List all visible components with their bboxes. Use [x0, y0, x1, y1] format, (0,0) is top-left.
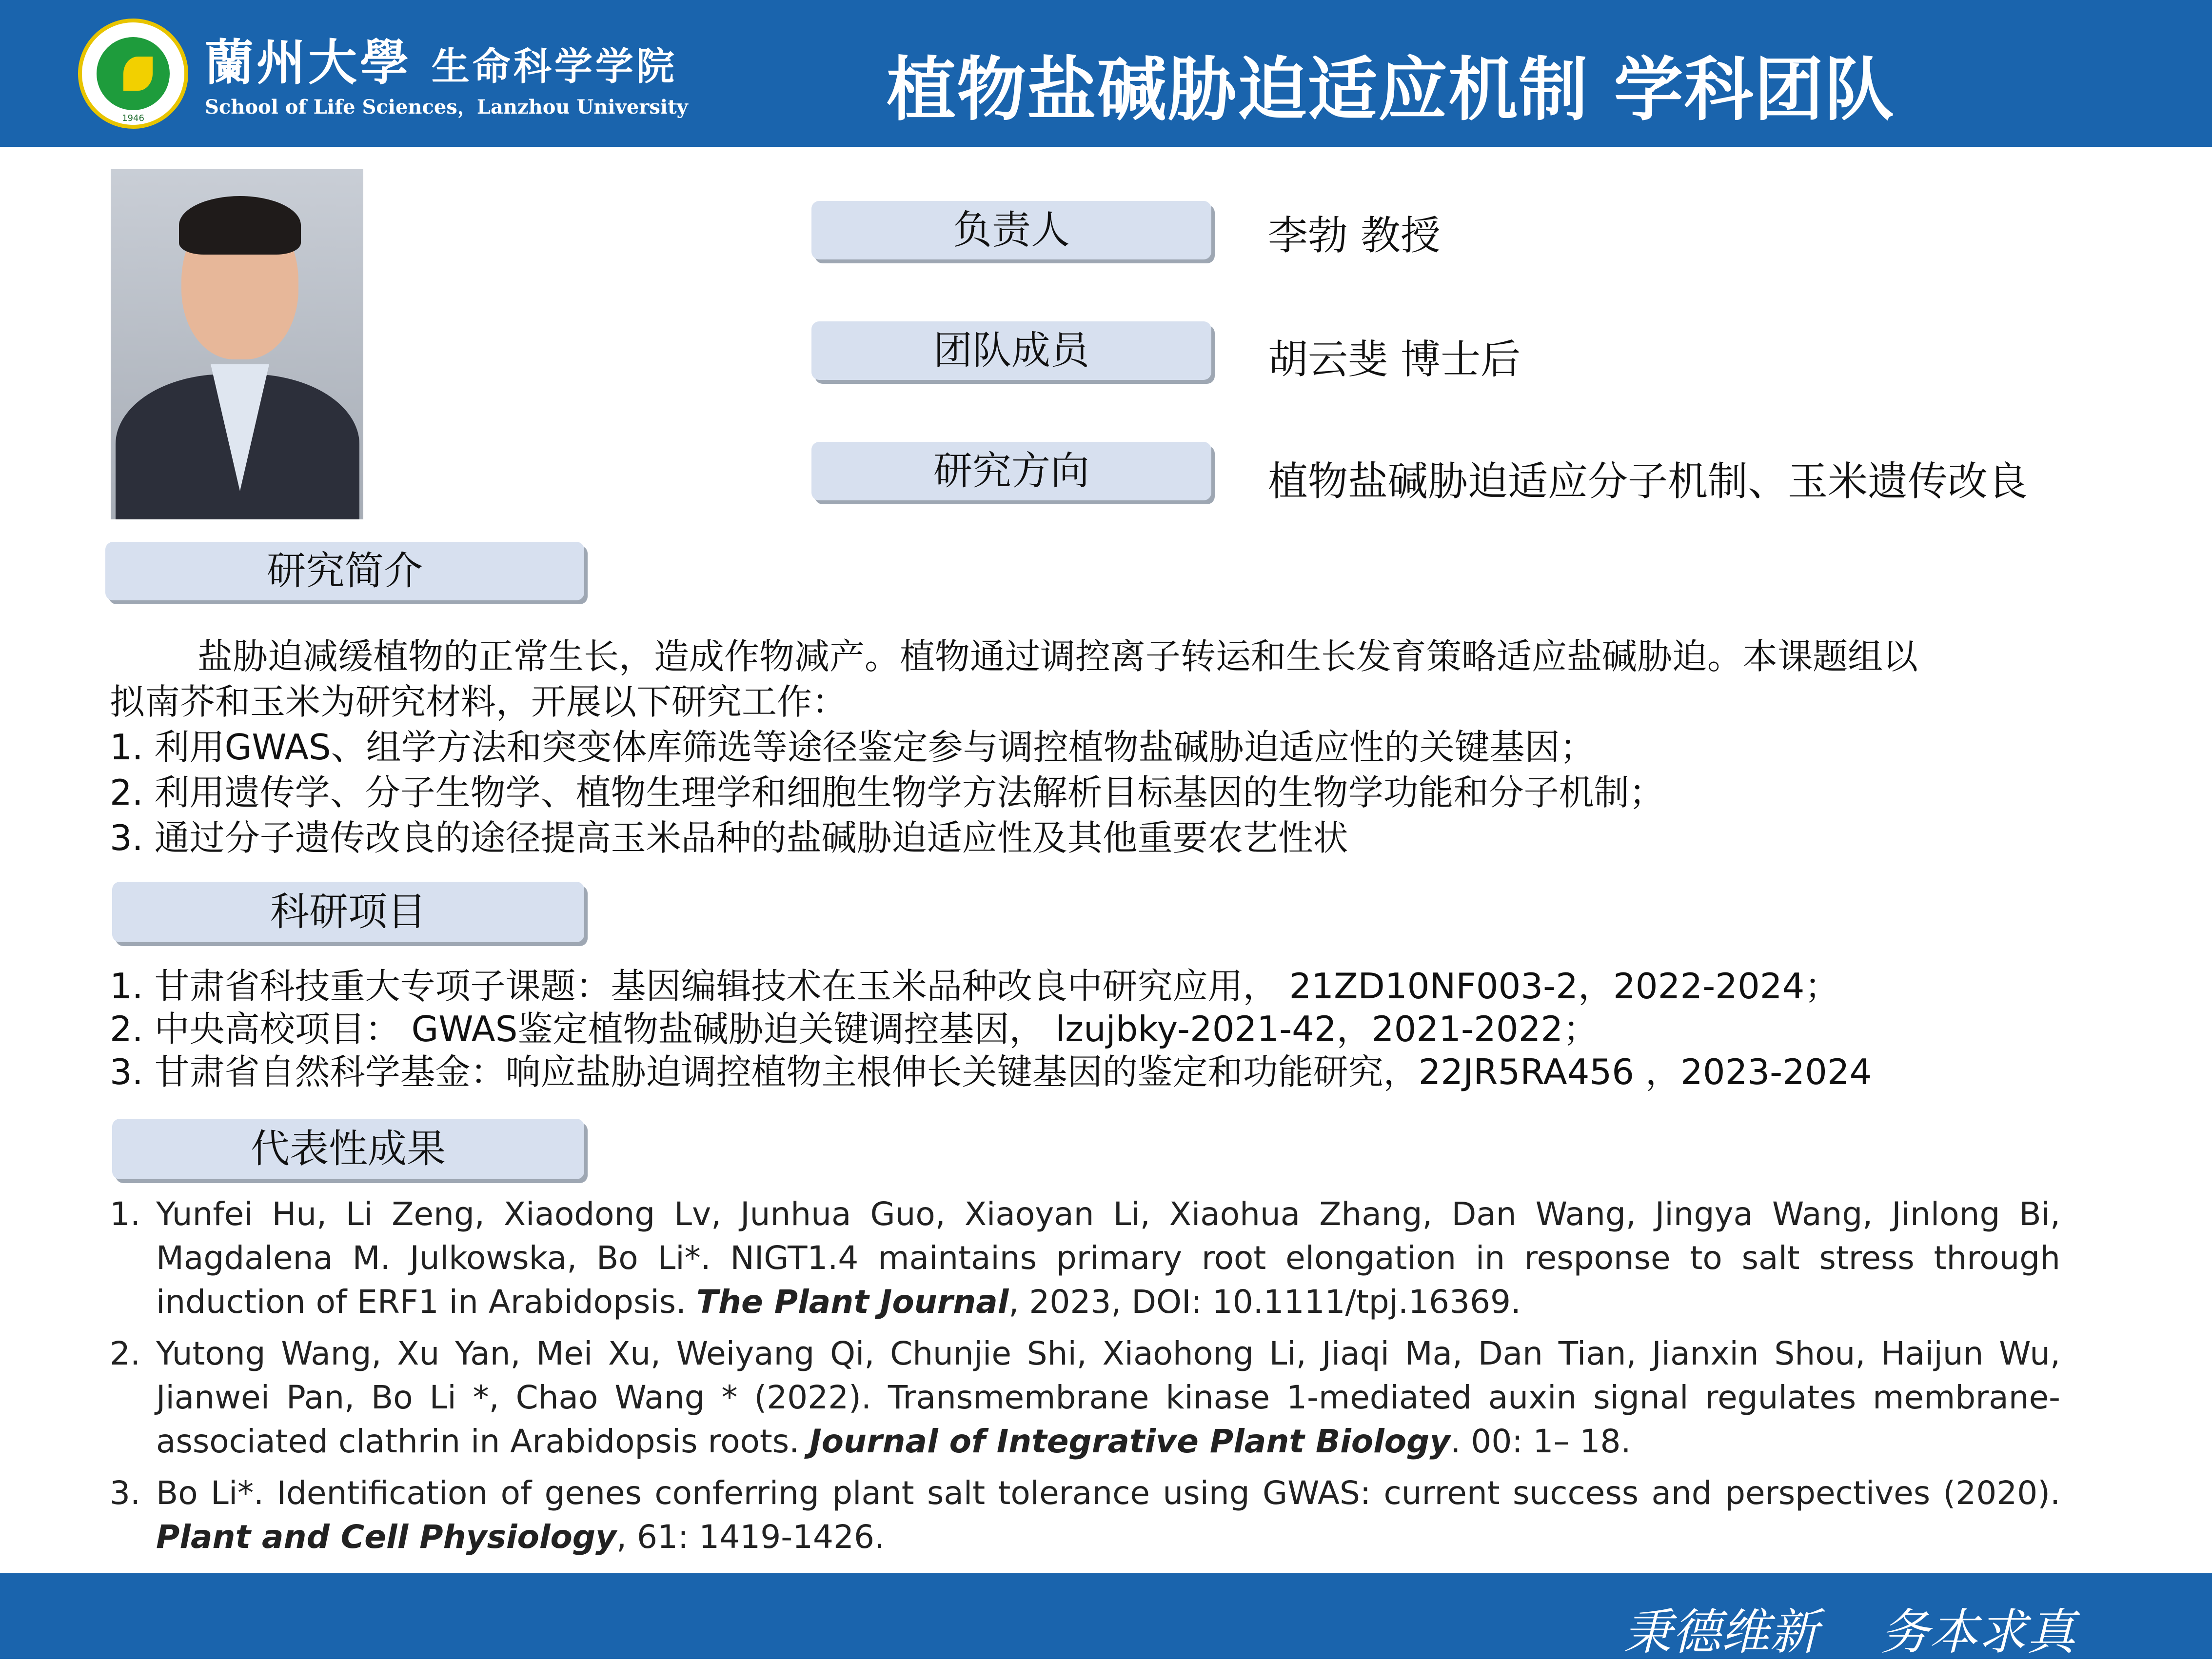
- publication-item: 2. Yutong Wang, Xu Yan, Mei Xu, Weiyang Qi, Chunjie Shi, Xiaohong Li, Jiaqi Ma, Dan Tian, Jianxin Shou, Haijun Wu, Jianwei Pan, Bo Li *, Chao Wang * (2022). Transmembrane kinase 1-mediated auxin signal regulates membrane-associated clathrin in Arabidopsis roots. Journal of Integrative Plant Biology. 00: 1– 18.: [110, 1335, 2060, 1460]
- value-leader: 李勃 教授: [1268, 213, 1441, 259]
- logo-year: 1946: [122, 113, 144, 123]
- page-title: 植物盐碱胁迫适应机制 学科团队: [887, 50, 1895, 130]
- label-leader: 负责人: [811, 201, 1211, 259]
- journal-name: Plant and Cell Physiology: [156, 1518, 617, 1556]
- intro-line: 2. 利用遗传学、分子生物学、植物生理学和细胞生物学方法解析目标基因的生物学功能和分子机制；: [110, 772, 1664, 813]
- publication-item: 3. Bo Li*. Identification of genes conferring plant salt tolerance using GWAS: current success and perspectives (2020). Plant and Cell Physiology, 61: 1419-1426.: [110, 1474, 2060, 1556]
- leader-photo: [111, 169, 363, 519]
- value-direction: 植物盐碱胁迫适应分子机制、玉米遗传改良: [1268, 458, 2028, 505]
- intro-line: 1. 利用GWAS、组学方法和突变体库筛选等途径鉴定参与调控植物盐碱胁迫适应性的关键基因；: [110, 727, 1595, 768]
- intro-text: [110, 634, 1918, 861]
- projects-list: [110, 965, 1872, 1093]
- emblem-icon: [78, 19, 188, 129]
- journal-name: Journal of Integrative Plant Biology: [810, 1423, 1451, 1460]
- value-members: 胡云斐 博士后: [1268, 337, 1521, 383]
- project-item: 3. 甘肃省自然科学基金：响应盐胁迫调控植物主根伸长关键基因的鉴定和功能研究，22JR5RA456 ，2023-2024: [110, 1051, 1872, 1092]
- university-motto: 秉德维新 务本求真: [1623, 1604, 2075, 1661]
- journal-name: The Plant Journal: [696, 1283, 1009, 1321]
- results-heading: 代表性成果: [112, 1119, 584, 1179]
- header-bar: [0, 0, 2212, 147]
- publication-list: [110, 1192, 2060, 1567]
- label-direction: 研究方向: [811, 442, 1211, 500]
- footer-bar: [0, 1573, 2212, 1659]
- intro-line: 盐胁迫减缓植物的正常生长，造成作物减产。植物通过调控离子转运和生长发育策略适应盐碱胁迫。本课题组以: [198, 636, 1918, 677]
- label-members: 团队成员: [811, 321, 1211, 380]
- intro-line: 3. 通过分子遗传改良的途径提高玉米品种的盐碱胁迫适应性及其他重要农艺性状: [110, 817, 1348, 858]
- intro-heading: 研究简介: [105, 542, 584, 600]
- university-logo: [78, 19, 688, 129]
- projects-heading: 科研项目: [112, 882, 584, 942]
- project-item: 1. 甘肃省科技重大专项子课题：基因编辑技术在玉米品种改良中研究应用， 21ZD10NF003-2，2022-2024；: [110, 966, 1840, 1007]
- university-name: 蘭州大學 生命科学学院: [205, 34, 677, 91]
- intro-line: 拟南芥和玉米为研究材料，开展以下研究工作：: [110, 681, 848, 722]
- project-item: 2. 中央高校项目： GWAS鉴定植物盐碱胁迫关键调控基因， lzujbky-2021-42，2021-2022；: [110, 1009, 1599, 1049]
- school-name-en: School of Life Sciences，Lanzhou University: [205, 96, 688, 119]
- publication-item: 1. Yunfei Hu, Li Zeng, Xiaodong Lv, Junhua Guo, Xiaoyan Li, Xiaohua Zhang, Dan Wang, Jingya Wang, Jinlong Bi, Magdalena M. Julkowska, Bo Li*. NIGT1.4 maintains primary root elongation in response to salt stress through induction of ERF1 in Arabidopsis. The Plant Journal, 2023, DOI: 10.1111/tpj.16369.: [110, 1195, 2060, 1321]
